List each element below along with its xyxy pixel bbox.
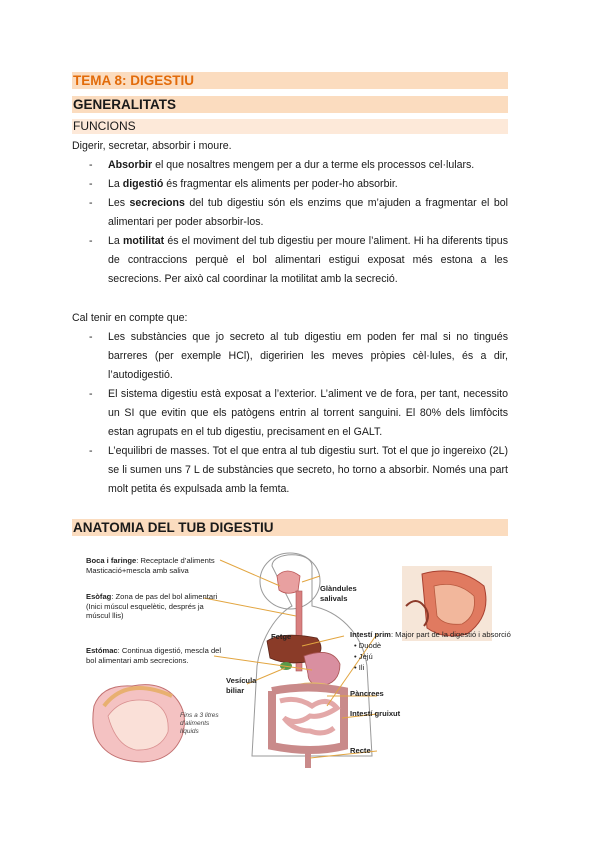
label-vesicula: Vesícula biliar	[226, 676, 257, 695]
label-pancrees: Pàncrees	[350, 689, 384, 698]
list-item: - Absorbir el que nosaltres mengem per a dur a terme els processos cel·lulars.	[72, 156, 508, 175]
list-item: - El sistema digestiu està exposat a l’exterior. L’aliment ve de fora, per tant, necessito un SI que evitin que els patògens entrin al torrent sanguini. El 80% dels limfòcits estan agrupats en el tub digestiu, precisament en el GALT.	[72, 385, 508, 442]
label-esofag: Esòfag: Zona de pas del bol alimentari (Inici múscul esquelètic, després ja múscul llis)	[86, 592, 218, 620]
label-fetge: Fetge	[271, 632, 292, 641]
list-item: - La motilitat és el moviment del tub digestiu per moure l’aliment. Hi ha diferents tipus de contraccions perquè el bol alimentari estigui exposat més estona a les secrecions. Per això cal coordinar la motilitat amb la secreció.	[72, 232, 508, 289]
label-recte: Recte	[350, 746, 371, 755]
label-estomac: Estómac: Continua digestió, mescla del bol alimentari amb secrecions.	[86, 646, 222, 665]
list-item: - Les substàncies que jo secreto al tub digestiu em poden fer mal si no tingués barreres (per exemple HCl), digeririen les meves pròpies cèl·lules, és a dir, l’autodigestió.	[72, 328, 508, 385]
label-intesti-prim: Intestí prim: Major part de la digestió i absorció	[350, 630, 511, 639]
section-title-tema: TEMA 8: DIGESTIU	[72, 72, 508, 89]
tenir-compte-list	[72, 328, 508, 499]
funcions-list	[72, 156, 508, 289]
section-title-anatomia: ANATOMIA DEL TUB DIGESTIU	[72, 519, 508, 536]
list-item: • Jejú	[354, 652, 373, 661]
digestive-tract-figure	[72, 546, 532, 786]
subsection-title-funcions: FUNCIONS	[72, 119, 508, 134]
intro-paragraph: Digerir, secretar, absorbir i moure.	[72, 140, 232, 152]
label-glandules: Glàndules salivals	[320, 584, 357, 603]
section-title-generalitats: GENERALITATS	[72, 96, 508, 113]
list-item: - Les secrecions del tub digestiu són els enzims que m’ajuden a fragmentar el bol alimentari per poder absorbir-los.	[72, 194, 508, 232]
list-item: - La digestió és fragmentar els aliments per poder-ho absorbir.	[72, 175, 508, 194]
list-item: • Duodè	[354, 641, 382, 650]
anatomy-illustration	[72, 546, 532, 786]
list-item: • Ili	[354, 663, 365, 672]
list-item: - L’equilibri de masses. Tot el que entra al tub digestiu surt. Tot el que jo ingereixo (2L) se li sumen uns 7 L de substàncies que secreto, ho torno a absorbir. Només una part molt petita és expulsada amb la femta.	[72, 442, 508, 499]
stomach-note: Fins a 3 litres d’aliments líquids	[180, 712, 219, 735]
tenir-compte-paragraph: Cal tenir en compte que:	[72, 312, 188, 324]
label-boca: Boca i faringe: Receptacle d’aliments Masticació+mescla amb saliva	[86, 556, 215, 575]
label-intesti-gruixut: Intestí gruixut	[350, 709, 401, 718]
